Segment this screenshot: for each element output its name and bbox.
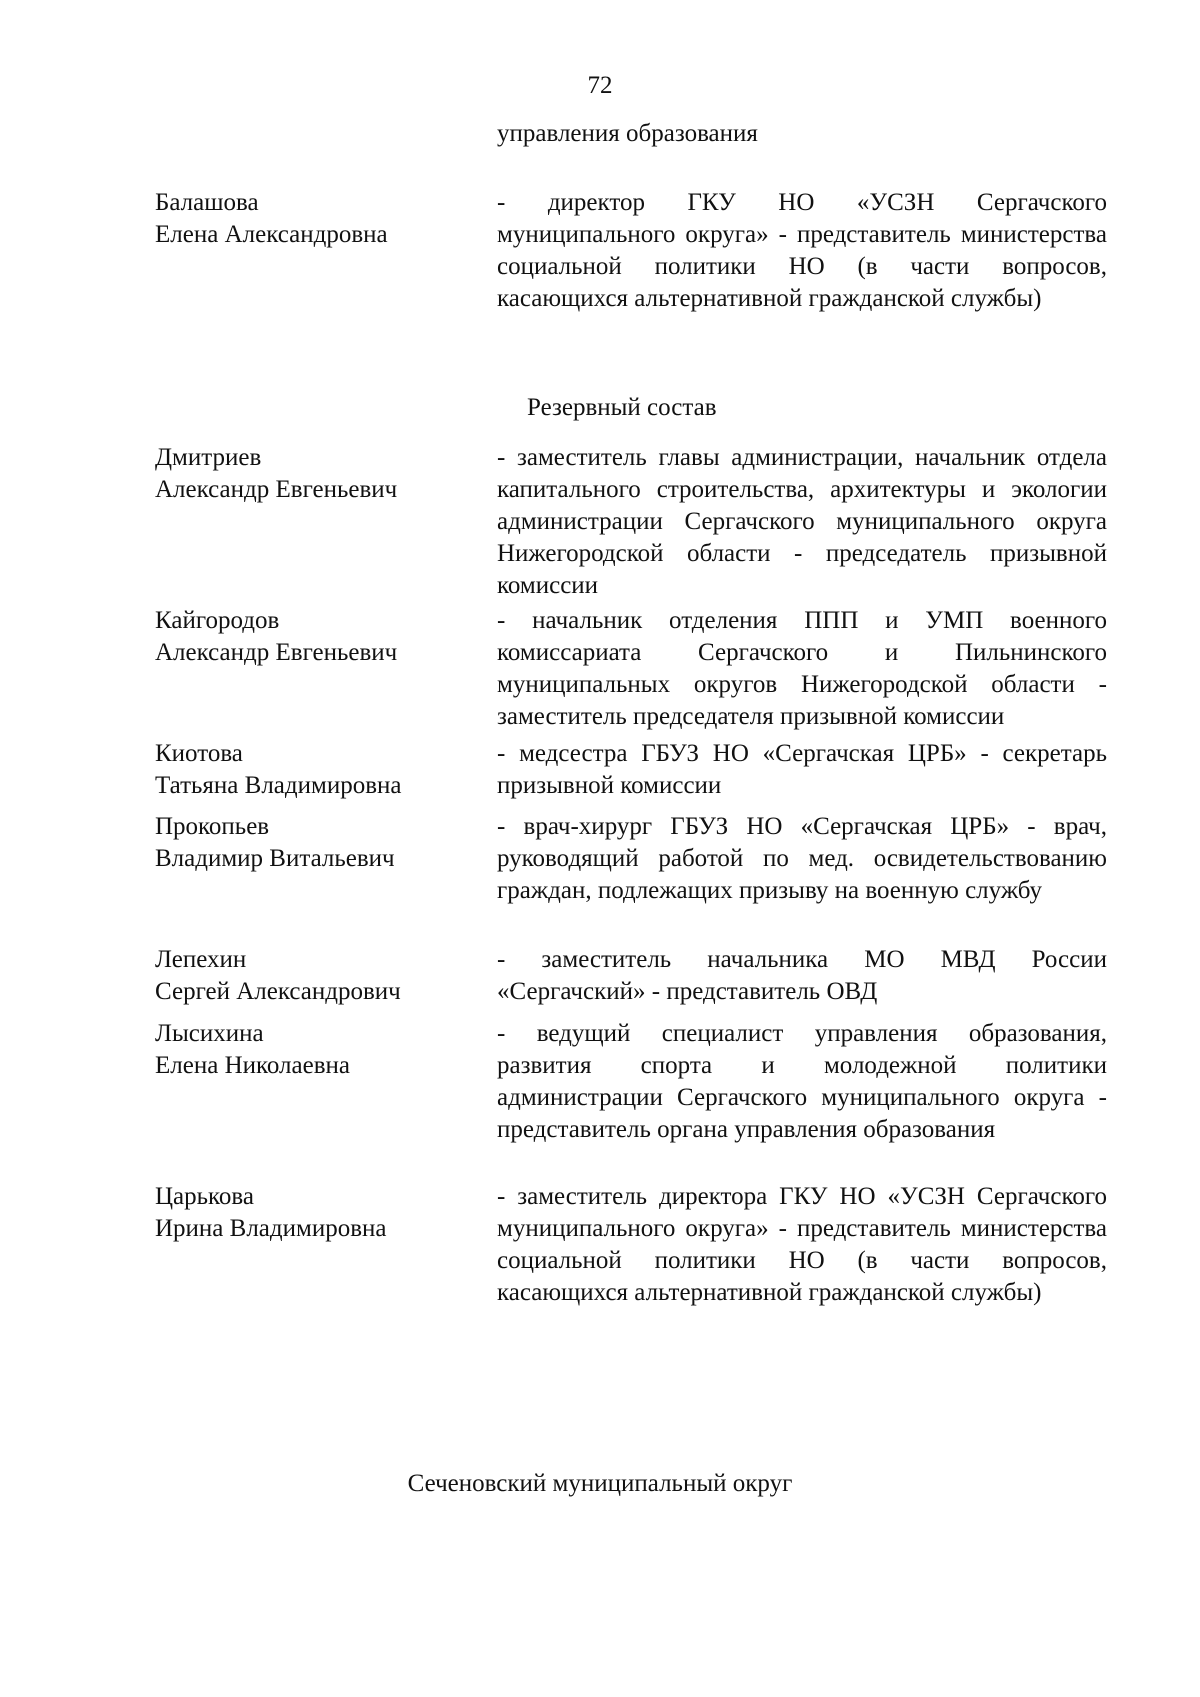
member-surname: Лысихина [155,1020,264,1047]
member-surname: Киотова [155,740,243,767]
member-surname: Балашова [155,189,259,216]
member-duty: - директор ГКУ НО «УСЗН Сергачского муниципального округа» - представитель министерства социальной политики НО (в части вопросов, касающихся альтернативной гражданской службы) [497,189,1107,312]
member-duty: - медсестра ГБУЗ НО «Сергачская ЦРБ» - секретарь призывной комиссии [497,740,1107,799]
member-given-names: Сергей Александрович [155,978,401,1005]
member-given-names: Елена Николаевна [155,1052,350,1079]
member-surname: Прокопьев [155,813,270,840]
member-name [155,1018,475,1082]
member-surname: Лепехин [155,946,247,973]
member-duty: - начальник отделения ППП и УМП военного комиссариата Сергачского и Пильнинского муниципальных округов Нижегородской области - заместитель председателя призывной комиссии [497,607,1107,730]
member-name [155,1181,475,1245]
member-duty: - заместитель главы администрации, начальник отдела капитального строительства, архитектуры и экологии администрации Сергачского муниципального округа Нижегородской области - председатель призывной комиссии [497,444,1107,599]
member-name [155,442,475,506]
page-number: 72 [587,72,613,99]
member-name [155,811,475,875]
member-duty: - заместитель начальника МО МВД России «Сергачский» - представитель ОВД [497,946,1107,1005]
member-given-names: Татьяна Владимировна [155,772,402,799]
member-duty: - врач-хирург ГБУЗ НО «Сергачская ЦРБ» - врач, руководящий работой по мед. освидетельствованию граждан, подлежащих призыву на военную службу [497,813,1107,904]
member-duty: - ведущий специалист управления образования, развития спорта и молодежной политики администрации Сергачского муниципального округа - представитель органа управления образования [497,1020,1107,1143]
member-surname: Царькова [155,1183,254,1210]
member-duty: - заместитель директора ГКУ НО «УСЗН Сергачского муниципального округа» - представитель министерства социальной политики НО (в части вопросов, касающихся альтернативной гражданской службы) [497,1183,1107,1306]
member-given-names: Ирина Владимировна [155,1215,387,1242]
continued-text: управления образования [497,120,758,147]
member-name [155,187,475,251]
member-name [155,605,475,669]
member-name [155,944,475,1008]
district-heading: Сеченовский муниципальный округ [407,1470,793,1497]
member-surname: Дмитриев [155,444,262,471]
member-given-names: Елена Александровна [155,221,388,248]
member-given-names: Владимир Витальевич [155,845,395,872]
member-name [155,738,475,802]
member-surname: Кайгородов [155,607,280,634]
member-given-names: Александр Евгеньевич [155,639,398,666]
member-given-names: Александр Евгеньевич [155,476,398,503]
reserve-heading: Резервный состав [527,394,717,421]
